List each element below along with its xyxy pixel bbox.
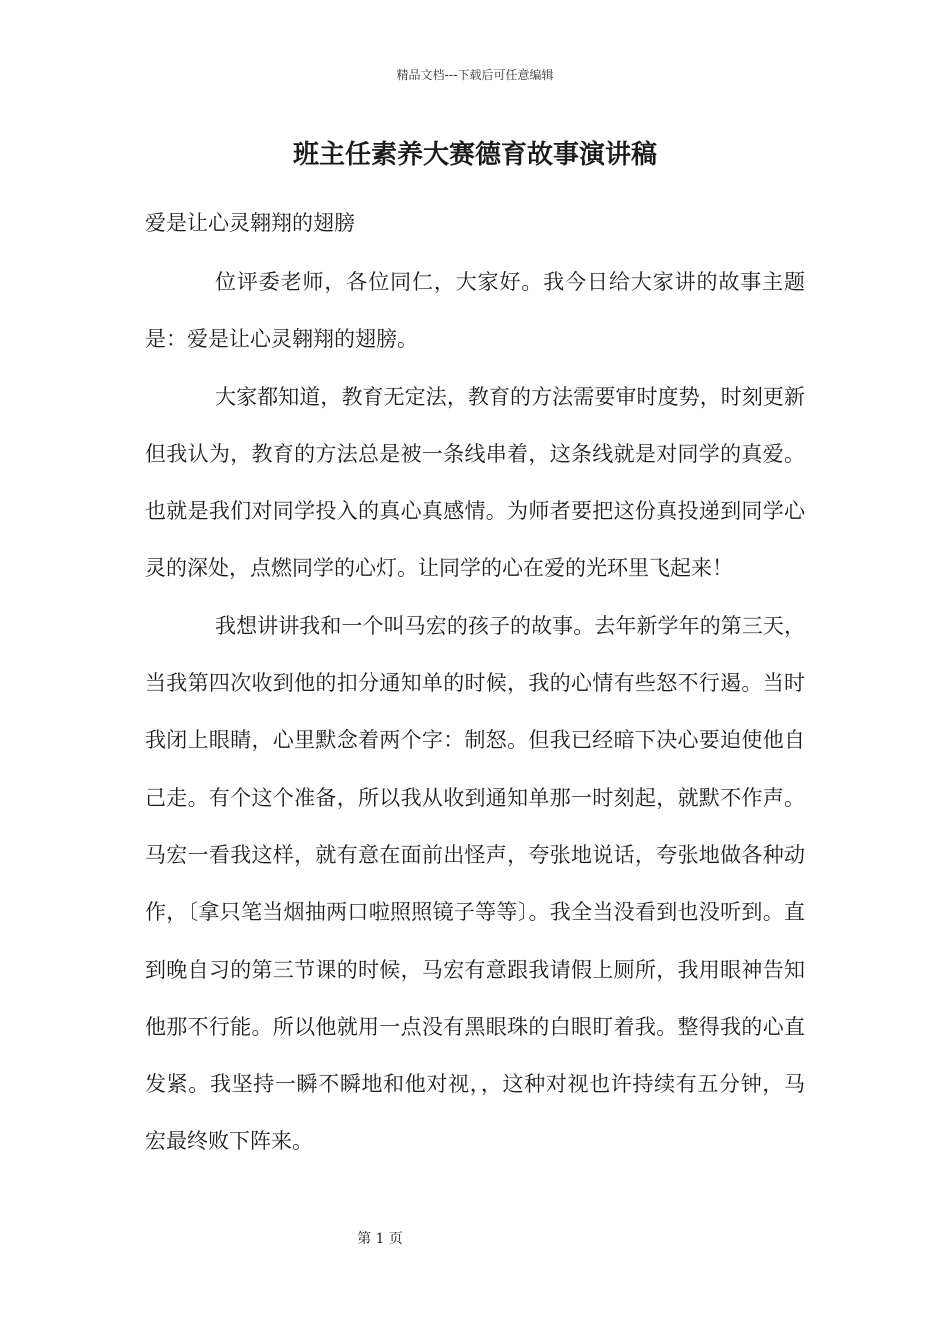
page-header-note: 精品文档---下载后可任意编辑 [396, 68, 554, 82]
body-paragraph: 大家都知道，教育无定法，教育的方法需要审时度势，时刻更新但我认为，教育的方法总是被一条线串着，这条线就是对同学的真爱。也就是我们对同学投入的真心真感情。为师者要把这份真投递到同学心灵的深处，点燃同学的心灯。让同学的心在爱的光环里飞起来！ [145, 384, 805, 581]
body-paragraph: 我想讲讲我和一个叫马宏的孩子的故事。去年新学年的第三天，当我第四次收到他的扣分通知单的时候，我的心情有些怒不行遏。当时我闭上眼睛，心里默念着两个字：制怒。但我已经暗下决心要迫使他自己走。有个这个准备，所以我从收到通知单那一时刻起，就默不作声。马宏一看我这样，就有意在面前出怪声，夸张地说话，夸张地做各种动作，〔拿只笔当烟抽两口啦照照镜子等等〕。我全当没看到也没听到。直到晚自习的第三节课的时候，马宏有意跟我请假上厕所，我用眼神告知他那不行能。所以他就用一点没有黑眼珠的白眼盯着我。整得我的心直发紧。我坚持一瞬不瞬地和他对视，，这种对视也许持续有五分钟，马宏最终败下阵来。 [145, 613, 805, 1154]
document-body [145, 254, 805, 1171]
page-number: 第 1 页 [357, 1231, 403, 1247]
body-paragraph: 位评委老师，各位同仁，大家好。我今日给大家讲的故事主题是：爱是让心灵翱翔的翅膀。 [145, 270, 805, 352]
document-subtitle: 爱是让心灵翱翔的翅膀 [145, 211, 355, 235]
document-title: 班主任素养大赛德育故事演讲稿 [292, 140, 657, 170]
